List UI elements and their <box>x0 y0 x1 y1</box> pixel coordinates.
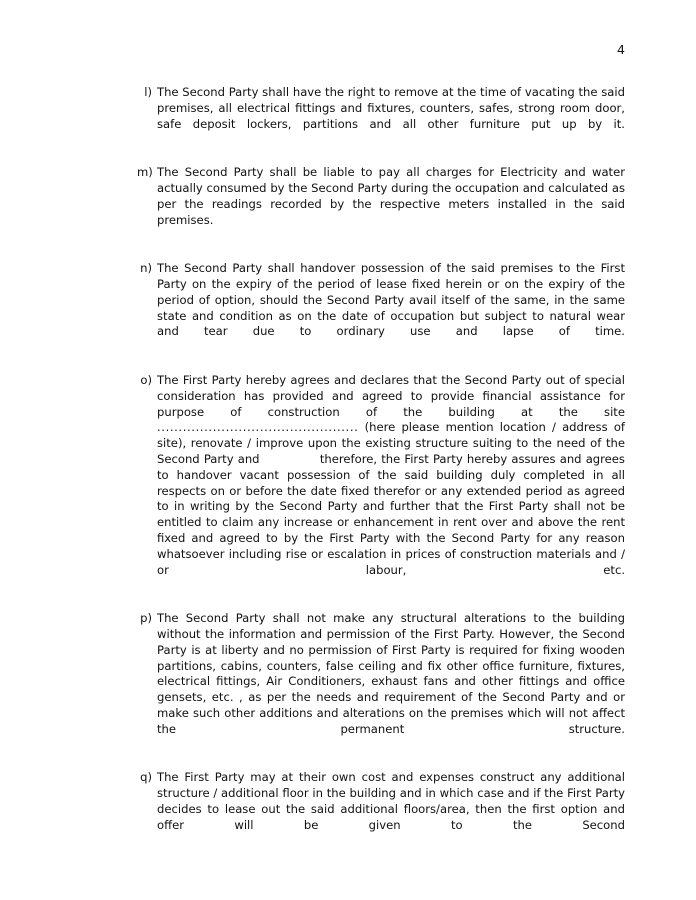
clause-m <box>137 165 625 244</box>
clause-l <box>137 85 625 148</box>
clause-marker-p: p) <box>140 611 152 626</box>
clause-o-segment-1: The First Party hereby agrees and declares that the Second Party out of special consideration has provided and agreed to provide financial assistance for purpose of construction of the building at the site <box>157 372 625 419</box>
clause-marker-m: m) <box>137 165 153 180</box>
clause-n <box>137 261 625 356</box>
clause-marker-q: q) <box>140 770 152 785</box>
clause-o-segment-3: therefore, the First Party hereby assures and agrees to handover vacant possession of the said building duly completed in all respects on or before the date fixed therefor or any extended period as agreed to in writing by the Second Party and further that the First Party shall not be entitled to claim any increase or enhancement in rent over and above the rent fixed and agreed to by the First Party with the Second Party for any reason whatsoever including rise or escalation in prices of construction materials and / or labour, etc. <box>157 451 625 577</box>
clause-text-o <box>157 373 625 594</box>
document-body <box>137 85 625 849</box>
clause-text-l: The Second Party shall have the right to remove at the time of vacating the said premises, all electrical fittings and fixtures, counters, safes, strong room door, safe deposit lockers, partitions and all other furniture put up by it. <box>157 85 625 131</box>
clause-marker-n: n) <box>140 261 152 276</box>
page-number: 4 <box>617 42 625 57</box>
clause-marker-l: l) <box>144 85 152 99</box>
clause-q <box>137 770 625 849</box>
fill-in-blank-location: ............................................... <box>157 420 359 435</box>
clause-o-segment-2: (here please mention location / address of site), renovate / improve upon the existing structure suiting to the need of the Second Party and <box>157 420 625 466</box>
clause-o <box>137 373 625 594</box>
clause-text-n: The Second Party shall handover possession of the said premises to the First Party on the expiry of the period of lease fixed herein or on the expiry of the period of option, should the Second Party avail itself of the same, in the same state and condition as on the date of occupation but subject to natural wear and tear due to ordinary use and lapse of time. <box>157 261 625 339</box>
clause-text-q: The First Party may at their own cost and expenses construct any additional structure / additional floor in the building and in which case and if the First Party decides to lease out the said additional floors/area, then the first option and offer will be given to the Second <box>157 770 625 832</box>
clause-text-p: The Second Party shall not make any structural alterations to the building without the information and permission of the First Party. However, the Second Party is at liberty and no permission of First Party is required for fixing wooden partitions, cabins, counters, false ceiling and fix other office furniture, fixtures, electrical fittings, Air Conditioners, exhaust fans and other fittings and office gensets, etc. , as per the needs and requirement of the Second Party and or make such other additions and alterations on the premises which will not affect the permanent structure. <box>157 611 625 736</box>
clause-text-m: The Second Party shall be liable to pay all charges for Electricity and water actually consumed by the Second Party during the occupation and calculated as per the readings recorded by the respective meters installed in the said premises. <box>157 165 625 227</box>
clause-marker-o: o) <box>140 372 152 387</box>
clause-p <box>137 611 625 753</box>
